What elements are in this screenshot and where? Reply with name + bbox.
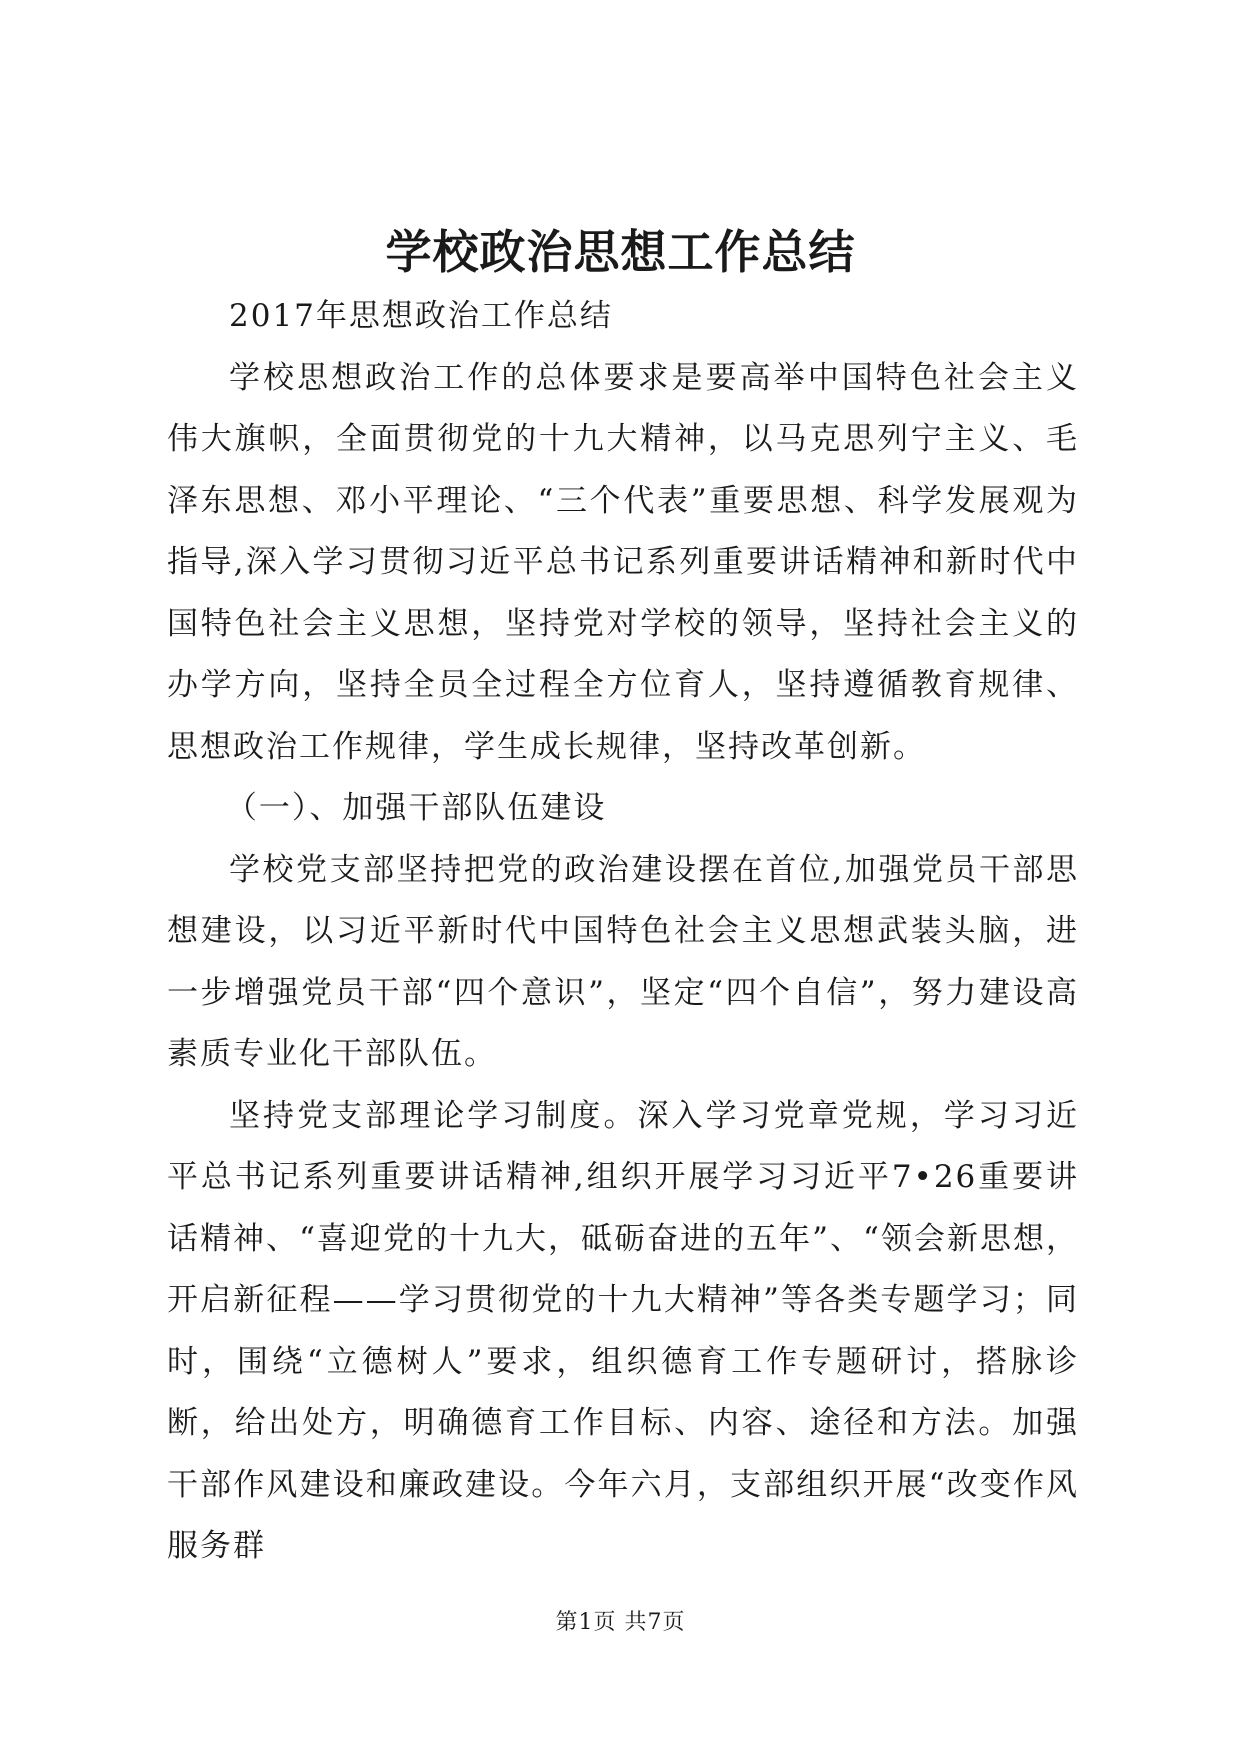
section-heading: （一）、加强干部队伍建设	[225, 790, 607, 826]
body-paragraph: 学校党支部坚持把党的政治建设摆在首位,加强党员干部思想建设，以习近平新时代中国特色社会主义思想武装头脑，进一步增强党员干部“四个意识”，坚定“四个自信”，努力建设高素质专业化干部队伍。	[167, 851, 1079, 1072]
body-paragraph: 学校思想政治工作的总体要求是要高举中国特色社会主义伟大旗帜，全面贯彻党的十九大精神，以马克思列宁主义、毛泽东思想、邓小平理论、“三个代表”重要思想、科学发展观为指导,深入学习贯彻习近平总书记系列重要讲话精神和新时代中国特色社会主义思想，坚持党对学校的领导，坚持社会主义的办学方向，坚持全员全过程全方位育人，坚持遵循教育规律、思想政治工作规律，学生成长规律，坚持改革创新。	[167, 359, 1079, 765]
document-title: 学校政治思想工作总结	[385, 225, 856, 279]
subtitle-paragraph: 2017年思想政治工作总结	[229, 298, 613, 334]
body-paragraph: 坚持党支部理论学习制度。深入学习党章党规，学习习近平总书记系列重要讲话精神,组织开展学习习近平7•26重要讲话精神、“喜迎党的十九大，砥砺奋进的五年”、“领会新思想，开启新征程——学习贯彻党的十九大精神”等各类专题学习；同时，围绕“立德树人”要求，组织德育工作专题研讨，搭脉诊断，给出处方，明确德育工作目标、内容、途径和方法。加强干部作风建设和廉政建设。今年六月，支部组织开展“改变作风服务群	[167, 1097, 1079, 1564]
page-footer	[0, 1608, 1241, 1638]
document-body	[167, 286, 1079, 1578]
page-number: 第1页 共7页	[555, 1610, 686, 1635]
